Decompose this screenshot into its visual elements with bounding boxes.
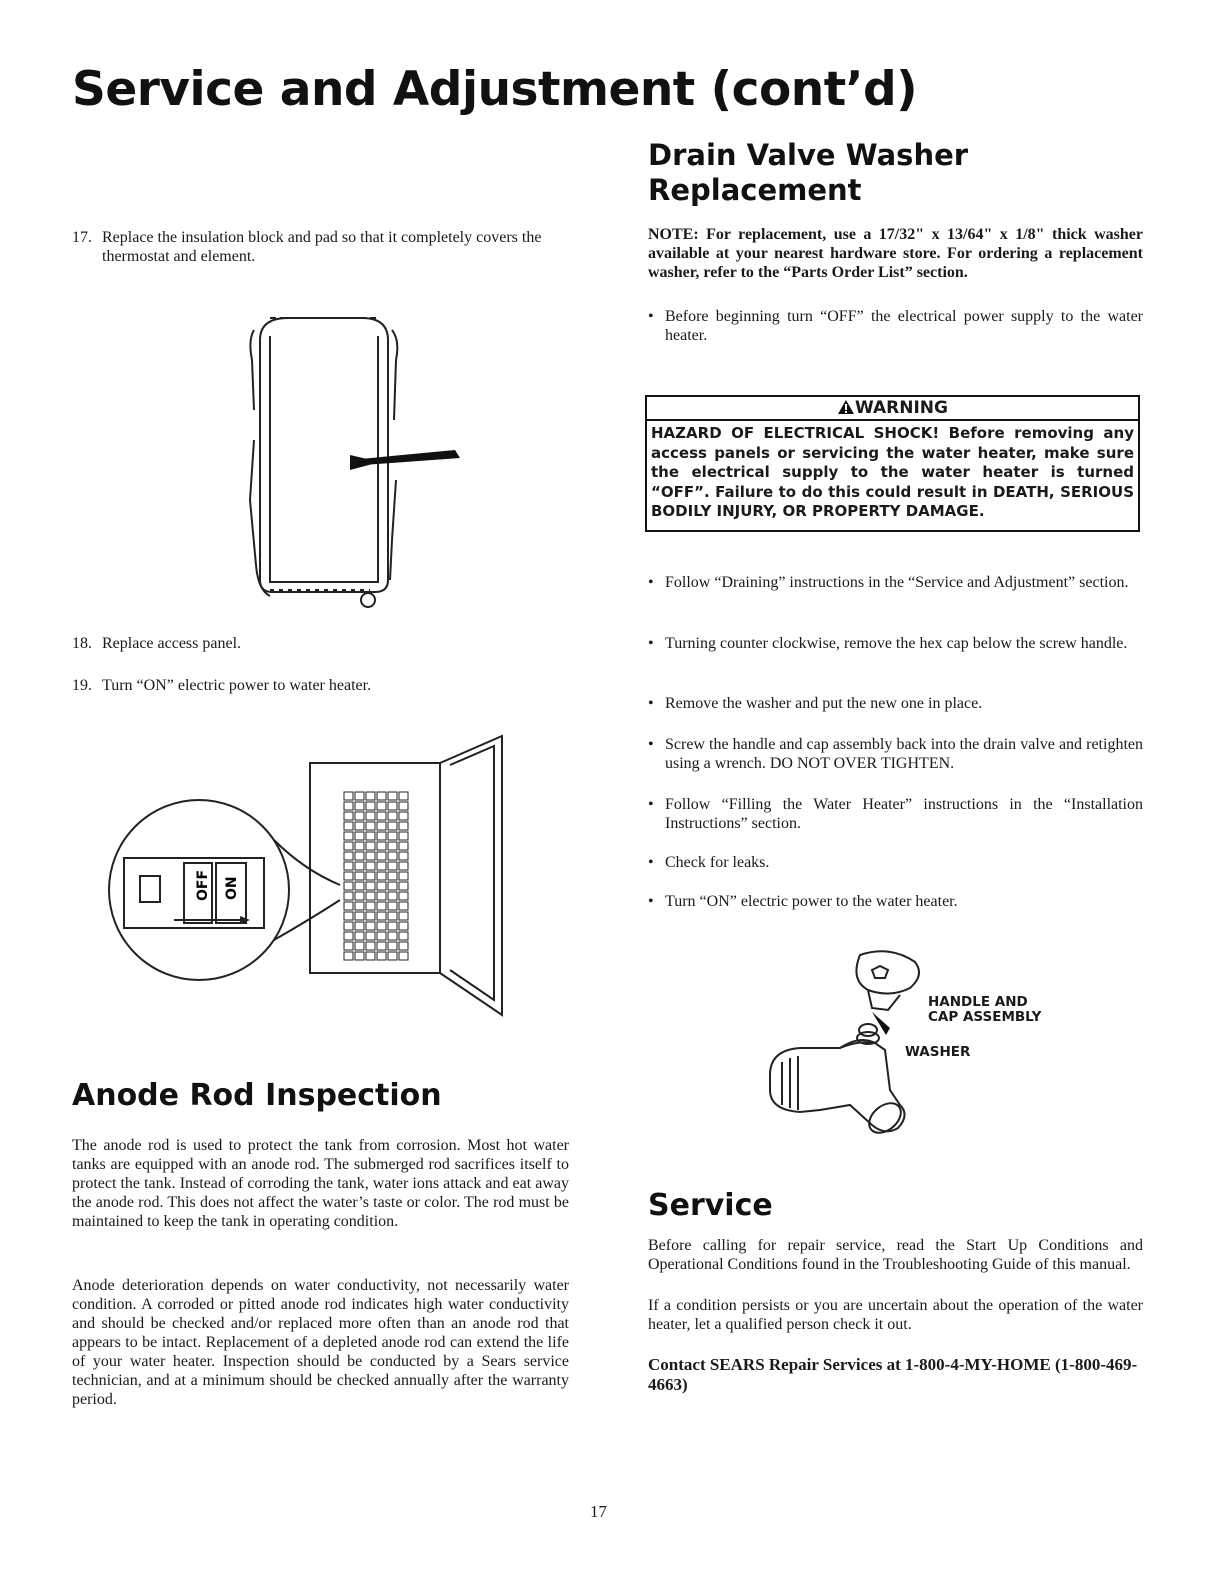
breaker-switch	[366, 852, 375, 860]
breaker-switch	[377, 792, 386, 800]
bullet-text: Check for leaks.	[665, 854, 770, 871]
breaker-off-label: OFF	[195, 869, 211, 901]
breaker-switch	[344, 802, 353, 810]
bullet-filling: • Follow “Filling the Water Heater” instructions in the “Installation Instructions” section.	[648, 796, 1143, 832]
step-text: Turn “ON” electric power to water heater.	[102, 677, 372, 694]
bullet-power-off: • Before beginning turn “OFF” the electrical power supply to the water heater.	[648, 308, 1143, 344]
warning-title	[647, 397, 1138, 421]
breaker-switch	[377, 872, 386, 880]
bullet-check-leaks: • Check for leaks.	[648, 853, 1143, 872]
breaker-switch	[399, 792, 408, 800]
breaker-switch	[388, 852, 397, 860]
breaker-switch	[344, 852, 353, 860]
breaker-on-label: ON	[224, 876, 240, 900]
breaker-switch	[377, 902, 386, 910]
breaker-switch	[344, 872, 353, 880]
breaker-switch	[388, 802, 397, 810]
breaker-switch	[399, 802, 408, 810]
step-text: Replace access panel.	[102, 635, 242, 652]
breaker-switch	[344, 902, 353, 910]
bullet-text: Follow “Draining” instructions in the “Service and Adjustment” section.	[665, 574, 1129, 591]
anode-paragraph-1: The anode rod is used to protect the tank from corrosion. Most hot water tanks are equipped with an anode rod. The submerged rod sacrifices itself to protect the tank. Instead of corroding the tank, water ions attack and eat away the anode rod. This does not affect the water’s taste or color. The rod must be maintained to keep the tank in operating condition.	[72, 1137, 569, 1230]
bullet-text: Before beginning turn “OFF” the electrical power supply to the water heater.	[665, 308, 1143, 344]
breaker-switch	[399, 892, 408, 900]
breaker-switch	[377, 832, 386, 840]
breaker-switch	[377, 952, 386, 960]
breaker-switch	[344, 952, 353, 960]
breaker-switch	[399, 902, 408, 910]
breaker-switch	[388, 812, 397, 820]
breaker-switch	[377, 842, 386, 850]
breaker-switch	[344, 832, 353, 840]
handle-cap-label	[928, 995, 1041, 1025]
breaker-switch	[366, 802, 375, 810]
breaker-switch	[366, 792, 375, 800]
service-heading: Service	[648, 1188, 773, 1223]
breaker-switch	[399, 872, 408, 880]
breaker-switch	[355, 862, 364, 870]
breaker-switch	[355, 882, 364, 890]
breaker-switch	[355, 922, 364, 930]
breaker-switch	[377, 802, 386, 810]
breaker-switch	[366, 812, 375, 820]
breaker-switch	[388, 842, 397, 850]
breaker-switch	[399, 862, 408, 870]
breaker-switch	[399, 822, 408, 830]
breaker-switch	[388, 922, 397, 930]
breaker-switch	[366, 832, 375, 840]
breaker-switch	[399, 842, 408, 850]
bullet-remove-cap: • Turning counter clockwise, remove the hex cap below the screw handle.	[648, 634, 1143, 653]
breaker-switch	[377, 922, 386, 930]
breaker-switch	[377, 812, 386, 820]
service-paragraph-2: If a condition persists or you are uncertain about the operation of the water heater, let a qualified person check it out.	[648, 1297, 1143, 1333]
breaker-switch	[344, 942, 353, 950]
breaker-switch	[399, 942, 408, 950]
drain-heading-line1: Drain Valve Washer	[648, 138, 969, 172]
handle-cap-label-line2: CAP ASSEMBLY	[928, 1009, 1042, 1025]
breaker-switch	[377, 852, 386, 860]
breaker-switch	[344, 922, 353, 930]
breaker-switch	[355, 902, 364, 910]
bullet-text: Follow “Filling the Water Heater” instructions in the “Installation Instructions” section.	[665, 796, 1143, 832]
breaker-switch	[355, 812, 364, 820]
breaker-switch	[388, 832, 397, 840]
insulation-block-illustration	[240, 300, 470, 615]
bullet-replace-washer: • Remove the washer and put the new one in place.	[648, 694, 1143, 713]
breaker-switch	[399, 912, 408, 920]
step-number: 19.	[72, 677, 92, 694]
breaker-switch	[388, 882, 397, 890]
breaker-switch	[399, 882, 408, 890]
breaker-switch	[366, 952, 375, 960]
breaker-switch	[355, 842, 364, 850]
breaker-switch	[366, 862, 375, 870]
breaker-switch	[366, 892, 375, 900]
step-number: 17.	[72, 229, 92, 246]
warning-box	[645, 395, 1140, 532]
step-text: Replace the insulation block and pad so that it completely covers the thermostat and element.	[102, 229, 542, 265]
breaker-switch	[344, 912, 353, 920]
page-number: 17	[590, 1502, 607, 1521]
breaker-switch	[355, 952, 364, 960]
bullet-text: Turning counter clockwise, remove the hex cap below the screw handle.	[665, 635, 1128, 652]
breaker-switch	[344, 882, 353, 890]
breaker-switch	[399, 812, 408, 820]
breaker-switch	[377, 932, 386, 940]
step-17	[72, 228, 582, 266]
breaker-switch	[355, 942, 364, 950]
service-paragraph-1: Before calling for repair service, read the Start Up Conditions and Operational Conditions found in the Troubleshooting Guide of this manual.	[648, 1237, 1143, 1273]
breaker-switch	[366, 902, 375, 910]
drain-heading-line2: Replacement	[648, 173, 862, 207]
breaker-switch	[355, 802, 364, 810]
step-18	[72, 634, 582, 653]
warning-triangle-icon	[837, 399, 855, 415]
step-19	[72, 676, 582, 695]
breaker-switch	[366, 872, 375, 880]
breaker-switch	[355, 852, 364, 860]
breaker-switch	[388, 952, 397, 960]
breaker-switch	[344, 892, 353, 900]
breaker-switch	[355, 892, 364, 900]
breaker-switch	[344, 822, 353, 830]
breaker-switch	[355, 932, 364, 940]
breaker-switch	[344, 812, 353, 820]
bullet-power-on: • Turn “ON” electric power to the water heater.	[648, 892, 1143, 911]
breaker-switch	[388, 792, 397, 800]
breaker-switch	[355, 792, 364, 800]
breaker-switch	[399, 952, 408, 960]
bullet-text: Turn “ON” electric power to the water heater.	[665, 893, 958, 910]
breaker-switch	[344, 792, 353, 800]
handle-cap-label-line1: HANDLE AND	[928, 994, 1028, 1010]
warning-title-text: WARNING	[855, 398, 948, 418]
breaker-switch	[366, 882, 375, 890]
bullet-draining: • Follow “Draining” instructions in the “Service and Adjustment” section.	[648, 573, 1143, 592]
breaker-switch	[355, 832, 364, 840]
breaker-switch	[377, 822, 386, 830]
breaker-switch	[388, 892, 397, 900]
breaker-switch	[388, 822, 397, 830]
breaker-panel-illustration	[104, 730, 524, 1025]
breaker-switch	[399, 832, 408, 840]
bullet-text: Screw the handle and cap assembly back into the drain valve and retighten using a wrench. DO NOT OVER TIGHTEN.	[665, 736, 1143, 772]
bullet-text: Remove the washer and put the new one in place.	[665, 695, 983, 712]
breaker-switch	[388, 932, 397, 940]
breaker-switch	[355, 872, 364, 880]
washer-note: NOTE: For replacement, use a 17/32" x 13/64" x 1/8" thick washer available at your nearest hardware store. For ordering a replacement washer, refer to the “Parts Order List” section.	[648, 226, 1143, 281]
anode-paragraph-2: Anode deterioration depends on water conductivity, not necessarily water condition. A corroded or pitted anode rod indicates high water conductivity and should be checked and/or replaced more often than an anode rod that appears to be intact. Replacement of a depleted anode rod can extend the life of your water heater. Inspection should be conducted by a Sears service technician, and at a minimum should be checked annually after the warranty period.	[72, 1277, 569, 1408]
page-title: Service and Adjustment (cont’d)	[72, 62, 918, 117]
breaker-switch	[366, 922, 375, 930]
breaker-switch	[377, 912, 386, 920]
breaker-switch	[344, 862, 353, 870]
breaker-switch	[377, 882, 386, 890]
breaker-switch	[388, 862, 397, 870]
breaker-switch	[399, 932, 408, 940]
drain-heading	[648, 138, 968, 208]
breaker-switch	[366, 842, 375, 850]
bullet-reassemble: • Screw the handle and cap assembly back into the drain valve and retighten using a wrench. DO NOT OVER TIGHTEN.	[648, 736, 1143, 772]
breaker-switch	[399, 922, 408, 930]
breaker-switch	[366, 822, 375, 830]
breaker-switch	[377, 892, 386, 900]
breaker-switch	[344, 842, 353, 850]
breaker-switch	[377, 942, 386, 950]
breaker-switch	[388, 942, 397, 950]
contact-info: Contact SEARS Repair Services at 1-800-4-MY-HOME (1-800-469-4663)	[648, 1355, 1138, 1394]
breaker-switch	[355, 822, 364, 830]
breaker-switch	[388, 872, 397, 880]
washer-label: WASHER	[905, 1044, 971, 1060]
anode-heading: Anode Rod Inspection	[72, 1078, 442, 1113]
step-number: 18.	[72, 635, 92, 652]
breaker-switch	[355, 912, 364, 920]
breaker-switch	[377, 862, 386, 870]
breaker-switch	[344, 932, 353, 940]
breaker-switch	[399, 852, 408, 860]
breaker-switch	[388, 902, 397, 910]
breaker-switch	[366, 942, 375, 950]
breaker-switch	[366, 912, 375, 920]
breaker-switch	[366, 932, 375, 940]
breaker-switch	[388, 912, 397, 920]
warning-text: HAZARD OF ELECTRICAL SHOCK! Before removing any access panels or servicing the water heater, make sure the electrical supply to the water heater is turned “OFF”. Failure to do this could result in DEATH, SERIOUS BODILY INJURY, OR PROPERTY DAMAGE.	[651, 424, 1134, 520]
